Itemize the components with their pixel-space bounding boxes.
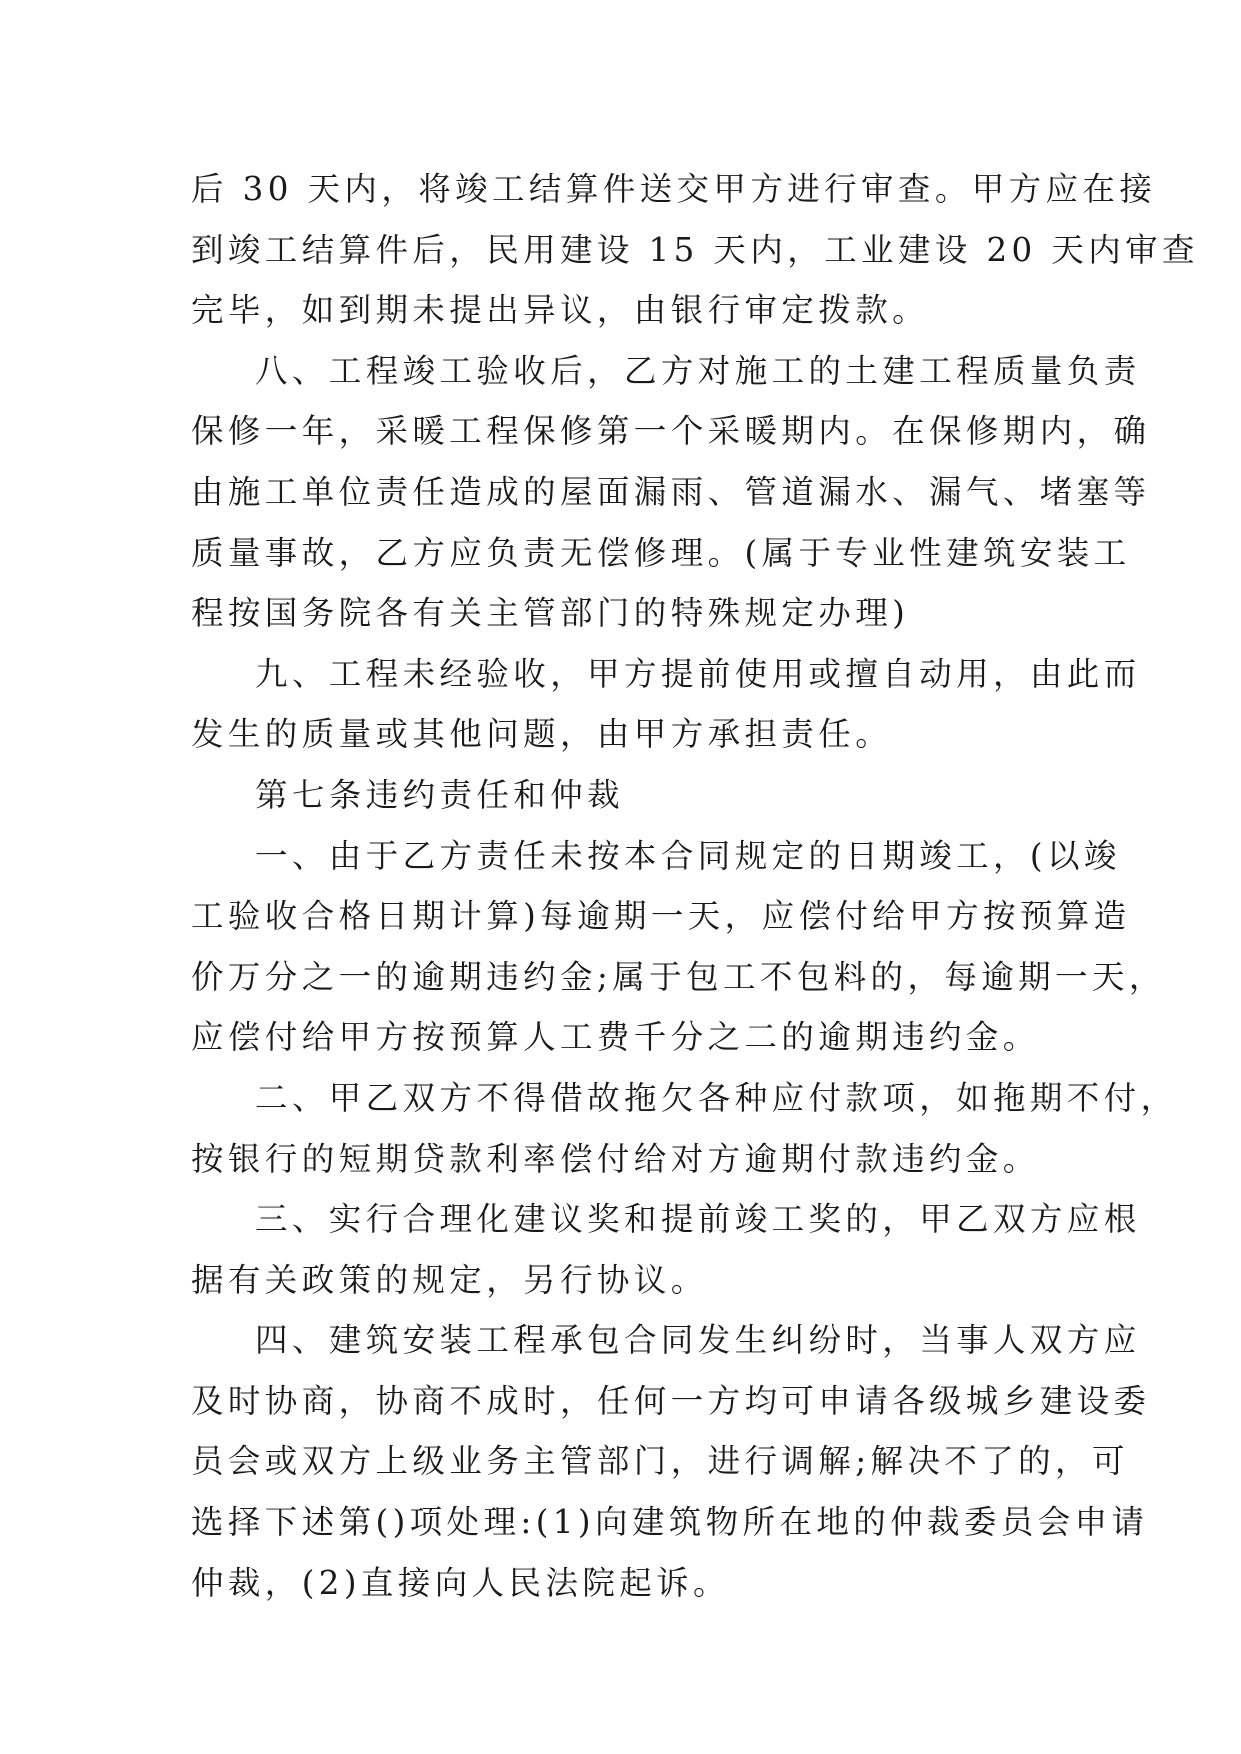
- paragraph-first-line: 四、建筑安装工程承包合同发生纠纷时，当事人双方应: [255, 1321, 1141, 1360]
- paragraph-first-line: 三、实行合理化建议奖和提前竣工奖的，甲乙双方应根: [255, 1200, 1141, 1239]
- paragraph-line: 仲裁，(2)直接向人民法院起诉。: [191, 1563, 730, 1602]
- paragraph-line: 按银行的短期贷款利率偿付给对方逾期付款违约金。: [191, 1139, 1040, 1178]
- paragraph-line: 据有关政策的规定，另行协议。: [191, 1260, 708, 1299]
- paragraph-line: 及时协商，协商不成时，任何一方均可申请各级城乡建设委: [191, 1381, 1151, 1420]
- paragraph-first-line: 第七条违约责任和仲裁: [255, 775, 625, 814]
- paragraph-line: 质量事故，乙方应负责无偿修理。(属于专业性建筑安装工: [191, 533, 1131, 572]
- paragraph-first-line: 二、甲乙双方不得借故拖欠各种应付款项，如拖期不付，: [255, 1078, 1178, 1117]
- document-body: [191, 159, 1199, 1613]
- paragraph-first-line: 九、工程未经验收，甲方提前使用或擅自动用，由此而: [255, 654, 1141, 693]
- paragraph-line: 完毕，如到期未提出异议，由银行审定拨款。: [191, 291, 930, 330]
- paragraph-line: 到竣工结算件后，民用建设 15 天内，工业建设 20 天内审查: [191, 230, 1199, 269]
- paragraph-line: 保修一年，采暖工程保修第一个采暖期内。在保修期内，确: [191, 412, 1151, 451]
- paragraph-line: 应偿付给甲方按预算人工费千分之二的逾期违约金。: [191, 1018, 1040, 1057]
- paragraph-line: 后 30 天内，将竣工结算件送交甲方进行审查。甲方应在接: [191, 170, 1157, 208]
- paragraph-line: 价万分之一的逾期违约金;属于包工不包料的，每逾期一天，: [191, 957, 1166, 996]
- paragraph-line: 员会或双方上级业务主管部门，进行调解;解决不了的，可: [191, 1442, 1129, 1481]
- paragraph-line: 选择下述第()项处理:(1)向建筑物所在地的仲裁委员会申请: [191, 1503, 1149, 1542]
- paragraph-line: 由施工单位责任造成的屋面漏雨、管道漏水、漏气、堵塞等: [191, 472, 1151, 511]
- paragraph-first-line: 一、由于乙方责任未按本合同规定的日期竣工，(以竣: [255, 836, 1121, 875]
- paragraph-first-line: 八、工程竣工验收后，乙方对施工的土建工程质量负责: [255, 351, 1141, 390]
- paragraph-line: 工验收合格日期计算)每逾期一天，应偿付给甲方按预算造: [191, 897, 1131, 936]
- paragraph-line: 程按国务院各有关主管部门的特殊规定办理): [191, 594, 910, 633]
- paragraph-line: 发生的质量或其他问题，由甲方承担责任。: [191, 715, 893, 754]
